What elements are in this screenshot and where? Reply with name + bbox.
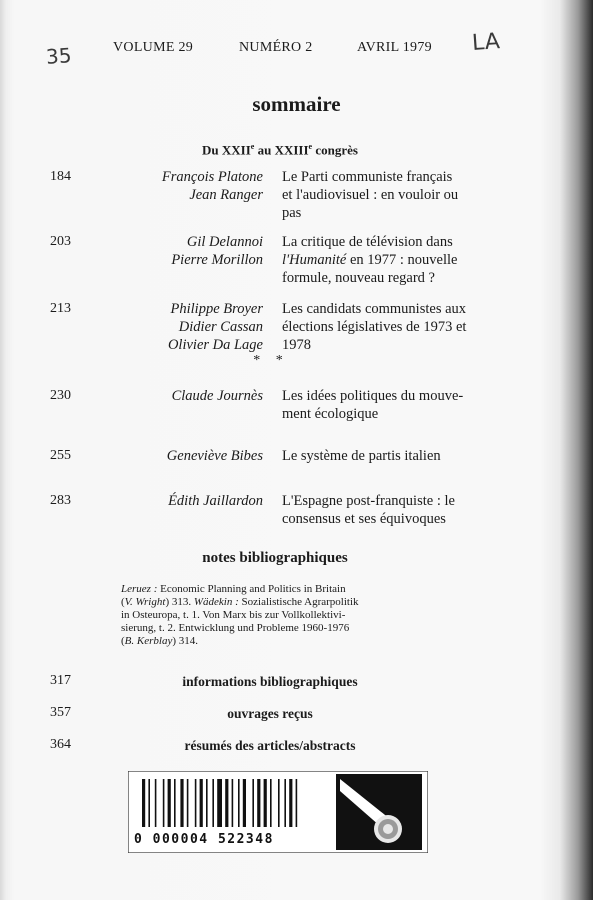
author-name: Gil Delannoi — [186, 234, 263, 250]
author-name: Philippe Broyer — [170, 301, 263, 317]
author-name: François Platone — [161, 169, 263, 185]
entry-title-line: pas — [282, 205, 302, 221]
notes-line-2: (V. Wright) 313. Wädekin : Sozialistische Agrarpolitik — [121, 596, 359, 608]
author-name: Olivier Da Lage — [167, 337, 263, 353]
entry-title-line: Le système de partis italien — [282, 448, 441, 464]
entry-title — [282, 300, 504, 354]
barcode-bar — [217, 779, 222, 827]
barcode-bar — [243, 779, 246, 827]
section-page-number: 364 — [50, 737, 71, 752]
entry-title-line: formule, nouveau regard ? — [282, 270, 435, 286]
entry-title-line: L'Espagne post-franquiste : le — [282, 493, 455, 509]
barcode-bar — [232, 779, 234, 827]
entry-authors — [168, 300, 263, 354]
entry-title — [282, 387, 504, 423]
notes-line-5: (B. Kerblay) 314. — [121, 635, 199, 647]
barcode-bar — [142, 779, 145, 827]
entry-title-line: ment écologique — [282, 406, 379, 422]
separator-stars: * * — [253, 353, 289, 368]
barcode-bar — [155, 779, 157, 827]
entry-title-line: Les idées politiques du mouve- — [282, 388, 464, 404]
barcode-bar — [278, 779, 280, 827]
entry-title — [282, 447, 504, 465]
barcode-bar — [200, 779, 203, 827]
volume-label: VOLUME 29 — [113, 40, 194, 55]
entry-title — [282, 168, 504, 222]
entry-title-line: Le Parti communiste français — [282, 169, 453, 185]
entry-authors — [171, 233, 263, 269]
section-heading: Du XXIIe au XXIIIe congrès — [202, 142, 358, 158]
barcode-bar — [270, 779, 272, 827]
entry-title-line: La critique de télévision dans — [282, 234, 453, 250]
publisher-logo — [336, 774, 422, 850]
notes-line-1: Leruez : Economic Planning and Politics in Britain — [121, 583, 346, 595]
notes-line-4: sierung, t. 2. Entwicklung und Probleme 1960-1976 — [121, 622, 350, 634]
entry-authors — [172, 387, 263, 405]
barcode-bar — [206, 779, 208, 827]
entry-page-number: 203 — [50, 234, 71, 249]
entry-page-number: 213 — [50, 301, 71, 316]
section-label: résumés des articles/abstracts — [184, 738, 356, 753]
handwritten-annotation: LA — [471, 29, 501, 56]
barcode-bar — [257, 779, 260, 827]
barcode-bar — [225, 779, 228, 827]
entry-authors — [167, 447, 263, 465]
date-label: AVRIL 1979 — [357, 40, 432, 55]
entry-title-line: 1978 — [282, 337, 311, 353]
newspaper-name: l'Humanité — [282, 252, 347, 268]
entry-title-line: et l'audiovisuel : en vouloir ou — [282, 187, 459, 203]
entry-title-line: consensus et ses équivoques — [282, 511, 446, 527]
notes-body — [121, 583, 503, 648]
entry-title-line: l'Humanité en 1977 : nouvelle — [282, 252, 458, 268]
section-page-number: 357 — [50, 705, 71, 720]
barcode-bar — [174, 779, 176, 827]
handwritten-page-mark: 35 — [45, 43, 73, 69]
barcode-bar — [289, 779, 292, 827]
barcode-digits: 0 000004 522348 — [134, 832, 274, 847]
barcode-bar — [163, 779, 165, 827]
barcode-bar — [212, 779, 214, 827]
section-page-number: 317 — [50, 673, 71, 688]
barcode-bar — [148, 779, 150, 827]
author-name: Claude Journès — [171, 388, 263, 404]
author-name: Pierre Morillon — [171, 252, 263, 268]
barcode-bar — [168, 779, 171, 827]
entry-page-number: 230 — [50, 388, 71, 403]
barcode — [128, 771, 428, 853]
numero-label: NUMÉRO 2 — [239, 40, 313, 55]
page-title: sommaire — [252, 92, 341, 116]
entry-title — [282, 492, 504, 528]
barcode-bar — [252, 779, 254, 827]
barcode-bar — [296, 779, 298, 827]
entry-authors — [162, 168, 263, 204]
barcode-bar — [195, 779, 197, 827]
entry-authors — [168, 492, 263, 510]
section-label: informations bibliographiques — [182, 674, 358, 689]
author-name: Édith Jaillardon — [168, 493, 263, 509]
entry-title-line: élections législatives de 1973 et — [282, 319, 467, 335]
author-name: Geneviève Bibes — [166, 448, 263, 464]
author-name: Jean Ranger — [189, 187, 263, 203]
barcode-bar — [180, 779, 183, 827]
entry-title — [282, 233, 504, 287]
notes-line-3: in Osteuropa, t. 1. Von Marx bis zur Vollkollektivi- — [121, 609, 346, 621]
entry-page-number: 255 — [50, 448, 71, 463]
section-label: ouvrages reçus — [227, 706, 313, 721]
notes-title: notes bibliographiques — [202, 550, 348, 566]
entry-title-line: Les candidats communistes aux — [282, 301, 467, 317]
barcode-bar — [238, 779, 240, 827]
barcode-bar — [264, 779, 267, 827]
entry-page-number: 184 — [50, 169, 71, 184]
author-name: Didier Cassan — [178, 319, 263, 335]
barcode-bar — [284, 779, 286, 827]
barcode-bar — [187, 779, 189, 827]
entry-page-number: 283 — [50, 493, 71, 508]
